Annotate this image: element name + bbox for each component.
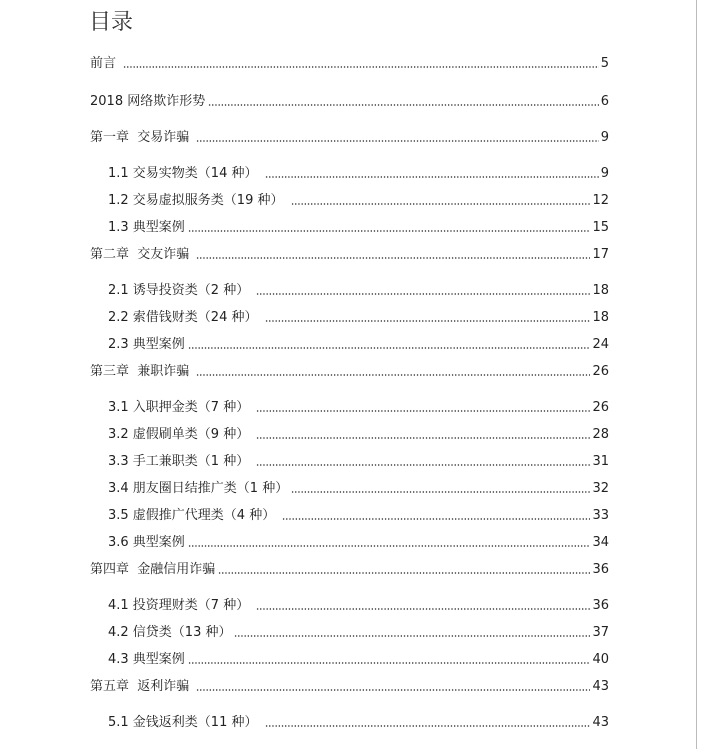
toc-entry-label: 第二章 交友诈骗	[90, 247, 194, 262]
toc-entry-label: 2.2 索借钱财类（24 种）	[108, 310, 262, 325]
toc-subentry[interactable]	[90, 183, 609, 210]
toc-entry[interactable]	[90, 46, 609, 73]
toc-entry[interactable]	[90, 552, 609, 579]
dot-leader	[265, 319, 591, 323]
toc-entry-label: 4.3 典型案例	[108, 652, 185, 667]
toc-entry[interactable]	[90, 84, 609, 111]
dot-leader	[256, 436, 590, 440]
toc-entry[interactable]	[90, 354, 609, 381]
toc-entry[interactable]	[90, 120, 609, 147]
toc-entry-label: 3.1 入职押金类（7 种）	[108, 400, 254, 415]
toc-subentry[interactable]	[90, 327, 609, 354]
dot-leader	[188, 544, 591, 548]
toc-subentry[interactable]	[90, 588, 609, 615]
dot-leader	[291, 202, 591, 206]
toc-entry-label: 1.2 交易虚拟服务类（19 种）	[108, 193, 288, 208]
toc-entry-label: 2018 网络欺诈形势	[90, 94, 206, 109]
dot-leader	[256, 463, 590, 467]
toc-entry-page-number: 36	[592, 562, 609, 577]
toc-subentry[interactable]	[90, 498, 609, 525]
toc-entry-page-number: 34	[592, 535, 609, 550]
dot-leader	[188, 346, 591, 350]
toc-entry-page-number: 15	[592, 220, 609, 235]
toc-entry-label: 3.6 典型案例	[108, 535, 185, 550]
toc-entry-label: 1.1 交易实物类（14 种）	[108, 166, 262, 181]
toc-entry-label: 第三章 兼职诈骗	[90, 364, 194, 379]
toc-entry-page-number: 6	[600, 94, 609, 109]
toc-entry-label: 3.2 虚假刷单类（9 种）	[108, 427, 254, 442]
dot-leader	[282, 517, 590, 521]
toc-entry-page-number: 17	[592, 247, 609, 262]
toc-entry-page-number: 37	[592, 625, 609, 640]
dot-leader	[188, 661, 591, 665]
table-of-contents	[90, 46, 609, 732]
toc-entry-label: 1.3 典型案例	[108, 220, 185, 235]
dot-leader	[196, 688, 590, 692]
dot-leader	[256, 292, 590, 296]
toc-entry-label: 第五章 返利诈骗	[90, 679, 194, 694]
toc-entry-page-number: 36	[592, 598, 609, 613]
dot-leader	[291, 490, 590, 494]
toc-subentry[interactable]	[90, 525, 609, 552]
toc-entry-page-number: 18	[592, 283, 609, 298]
toc-entry-page-number: 12	[592, 193, 609, 208]
toc-title: 目录	[89, 10, 134, 35]
toc-subentry[interactable]	[90, 471, 609, 498]
toc-entry-page-number: 9	[600, 130, 609, 145]
toc-subentry[interactable]	[90, 156, 609, 183]
toc-entry-label: 4.2 信贷类（13 种）	[108, 625, 232, 640]
dot-leader	[196, 256, 590, 260]
toc-entry-label: 第一章 交易诈骗	[90, 130, 194, 145]
dot-leader	[218, 571, 590, 575]
toc-entry-label: 5.1 金钱返利类（11 种）	[108, 715, 262, 730]
toc-entry-label: 4.1 投资理财类（7 种）	[108, 598, 254, 613]
toc-entry-page-number: 33	[592, 508, 609, 523]
toc-entry-label: 2.1 诱导投资类（2 种）	[108, 283, 254, 298]
toc-entry[interactable]	[90, 237, 609, 264]
toc-entry-page-number: 28	[592, 427, 609, 442]
toc-subentry[interactable]	[90, 390, 609, 417]
dot-leader	[256, 607, 590, 611]
toc-entry-label: 第四章 金融信用诈骗	[90, 562, 216, 577]
dot-leader	[196, 139, 598, 143]
dot-leader	[123, 65, 599, 69]
toc-entry-page-number: 9	[600, 166, 609, 181]
toc-subentry[interactable]	[90, 273, 609, 300]
toc-subentry[interactable]	[90, 444, 609, 471]
dot-leader	[234, 634, 590, 638]
toc-entry-page-number: 43	[592, 715, 609, 730]
dot-leader	[188, 229, 591, 233]
toc-subentry[interactable]	[90, 417, 609, 444]
toc-entry-label: 3.4 朋友圈日结推广类（1 种）	[108, 481, 289, 496]
toc-entry-label: 2.3 典型案例	[108, 337, 185, 352]
toc-entry[interactable]	[90, 669, 609, 696]
toc-entry-page-number: 26	[592, 400, 609, 415]
toc-subentry[interactable]	[90, 615, 609, 642]
toc-entry-page-number: 24	[592, 337, 609, 352]
toc-subentry[interactable]	[90, 300, 609, 327]
toc-entry-page-number: 18	[592, 310, 609, 325]
toc-entry-page-number: 32	[592, 481, 609, 496]
toc-subentry[interactable]	[90, 642, 609, 669]
toc-subentry[interactable]	[90, 210, 609, 237]
toc-entry-page-number: 26	[592, 364, 609, 379]
toc-entry-label: 3.3 手工兼职类（1 种）	[108, 454, 254, 469]
toc-subentry[interactable]	[90, 705, 609, 732]
toc-entry-label: 3.5 虚假推广代理类（4 种）	[108, 508, 280, 523]
toc-entry-page-number: 43	[592, 679, 609, 694]
toc-entry-page-number: 31	[592, 454, 609, 469]
page-edge-line	[696, 0, 697, 749]
toc-entry-page-number: 40	[592, 652, 609, 667]
toc-entry-page-number: 5	[600, 56, 609, 71]
dot-leader	[265, 175, 599, 179]
dot-leader	[265, 724, 591, 728]
dot-leader	[208, 103, 599, 107]
dot-leader	[196, 373, 590, 377]
toc-entry-label: 前言	[90, 56, 121, 71]
dot-leader	[256, 409, 590, 413]
